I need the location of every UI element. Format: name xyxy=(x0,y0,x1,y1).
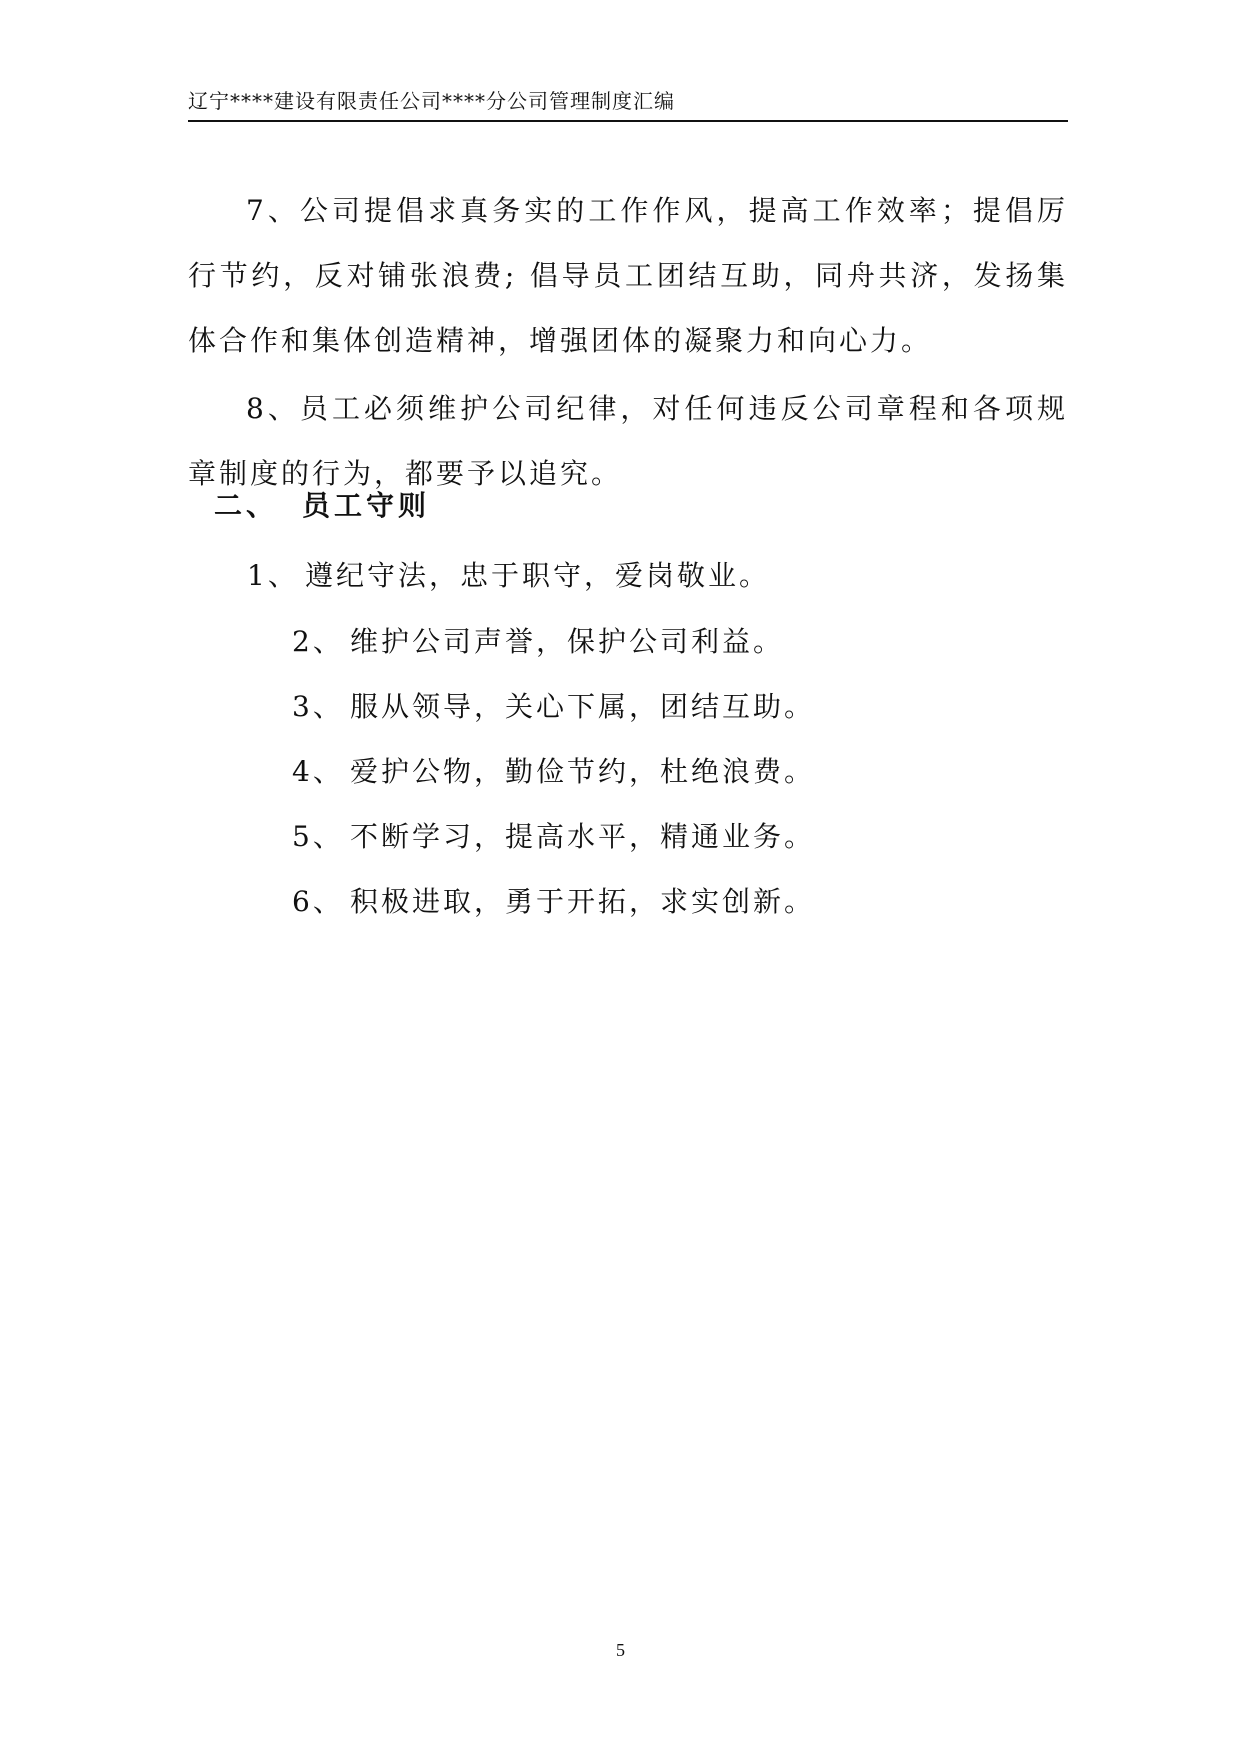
section-title: 员工守则 xyxy=(302,489,431,522)
rule-text: 不断学习，提高水平，精通业务。 xyxy=(350,820,816,853)
header-divider xyxy=(188,120,1068,122)
rule-index: 3、 xyxy=(292,690,344,723)
rule-item xyxy=(292,882,815,922)
section-heading xyxy=(214,484,430,524)
rule-index: 6、 xyxy=(292,885,344,918)
rule-item xyxy=(247,556,770,596)
page-header-title: 辽宁****建设有限责任公司****分公司管理制度汇编 xyxy=(188,89,675,113)
rule-text: 维护公司声誉，保护公司利益。 xyxy=(350,625,785,658)
section-number: 二、 xyxy=(214,489,279,522)
rule-text: 爱护公物，勤俭节约，杜绝浪费。 xyxy=(350,755,816,788)
rule-text: 积极进取，勇于开拓，求实创新。 xyxy=(350,885,816,918)
paragraph-7: 7、公司提倡求真务实的工作作风，提高工作效率；提倡厉行节约，反对铺张浪费; 倡导员工团结互助，同舟共济，发扬集体合作和集体创造精神，增强团体的凝聚力和向心力。 xyxy=(188,194,1068,357)
rule-item xyxy=(292,817,815,857)
rule-text: 服从领导，关心下属，团结互助。 xyxy=(350,690,816,723)
rule-index: 5、 xyxy=(292,820,344,853)
rule-index: 4、 xyxy=(292,755,344,788)
rule-text: 遵纪守法，忠于职守，爱岗敬业。 xyxy=(305,559,771,592)
page-number: 5 xyxy=(616,1640,625,1660)
rule-item xyxy=(292,622,784,662)
paragraph-8: 8、员工必须维护公司纪律，对任何违反公司章程和各项规章制度的行为，都要予以追究。 xyxy=(188,392,1068,490)
rule-index: 2、 xyxy=(292,625,344,658)
rule-item xyxy=(292,687,815,727)
rule-item xyxy=(292,752,815,792)
rule-index: 1、 xyxy=(247,559,299,592)
